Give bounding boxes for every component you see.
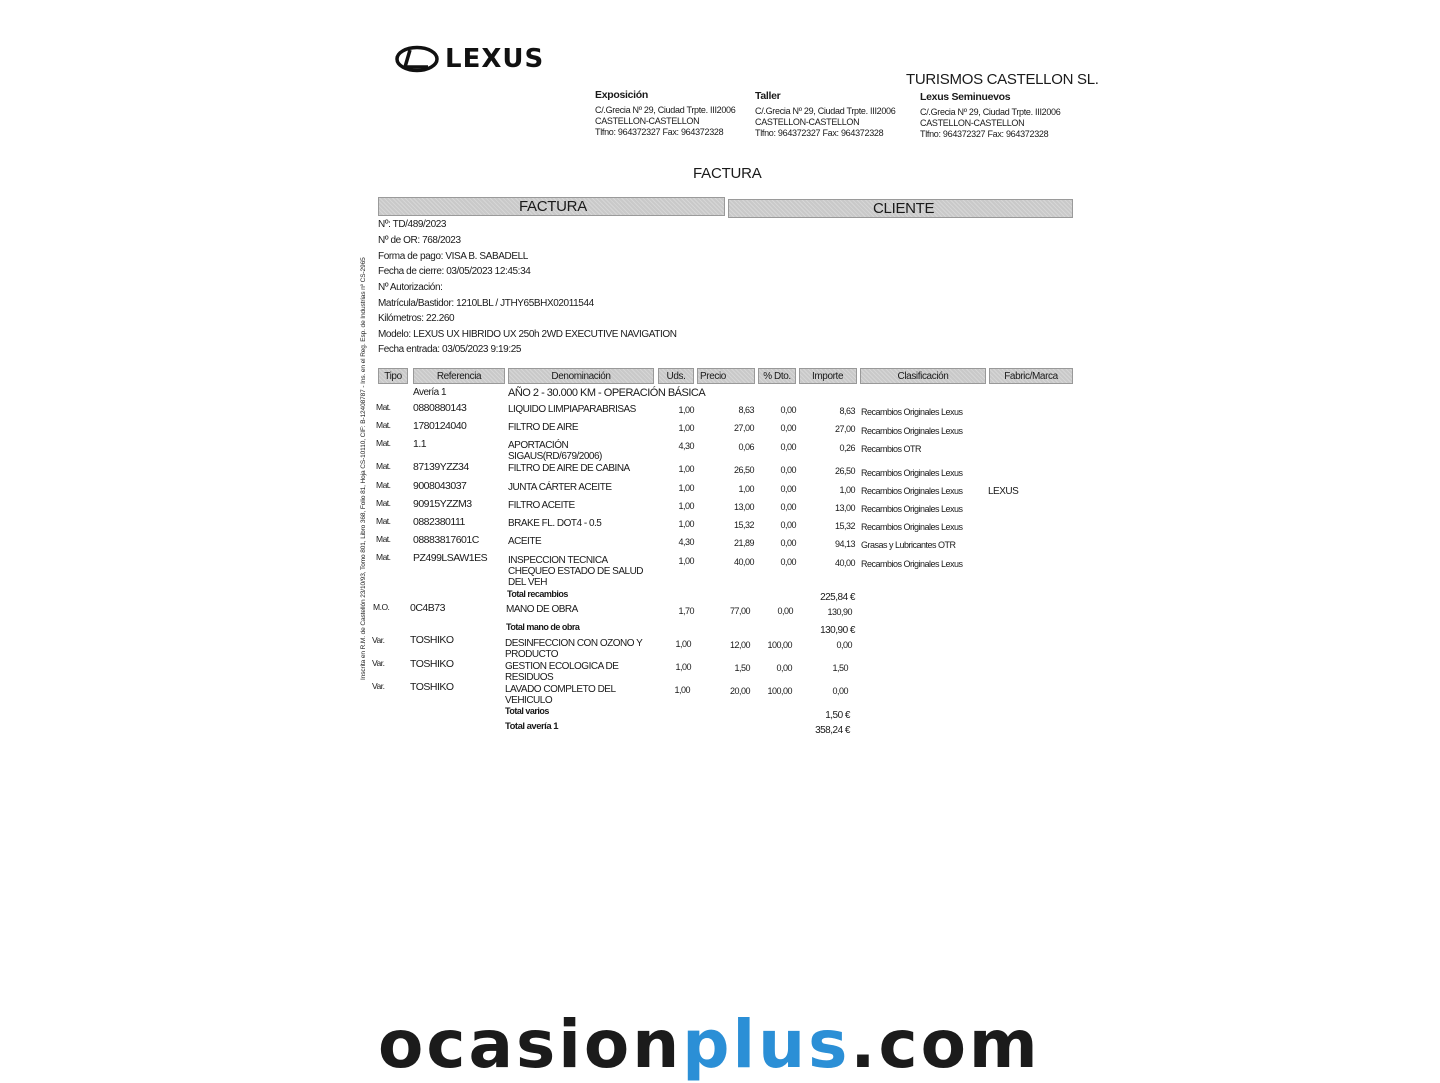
cell-importe: 27,00 [834,424,855,434]
address-title: Taller [755,90,781,102]
company-name: TURISMOS CASTELLON SL. [906,71,1099,88]
cell-importe: 40,00 [834,558,855,568]
cell-clasificacion: Recambios Originales Lexus [861,559,963,569]
cell-precio: 8,63 [738,405,754,415]
cell-precio: 40,00 [733,557,754,567]
cell-dto: 0,00 [780,423,796,433]
cell-uds: 1,00 [678,501,694,511]
cell-clasificacion: Recambios Originales Lexus [861,407,963,417]
total-mo-value: 130,90 € [820,625,855,636]
total-averia-label: Total avería 1 [505,721,559,732]
cell-clasificacion: Recambios Originales Lexus [861,522,963,532]
cell-dto: 0,00 [780,538,796,548]
cell-uds: 1,00 [678,423,694,433]
document-title: FACTURA [693,165,762,182]
col-header-referencia: Referencia [413,368,505,384]
address-line: C/.Grecia Nº 29, Ciudad Trpte. III2006 [755,106,896,116]
cell-uds: 1,00 [678,556,694,566]
cell-dto: 0,00 [777,606,793,616]
cell-uds: 1,00 [678,405,694,415]
cell-importe: 15,32 [834,521,855,531]
address-title: Exposición [595,89,649,101]
cell-ref: 90915YZZM3 [413,498,472,510]
cell-uds: 1,00 [675,662,691,672]
address-line: CASTELLON-CASTELLON [920,118,1025,128]
lexus-emblem-icon [395,45,439,73]
cell-ref: TOSHIKO [410,681,454,693]
cell-importe: 94,13 [834,539,855,549]
cell-tipo: Mat. [376,420,391,430]
cell-marca: LEXUS [988,486,1019,497]
col-header-clasificacion: Clasificación [860,368,986,384]
cell-den: ACEITE [508,536,542,547]
cell-tipo: Mat. [376,552,391,562]
cell-dto: 0,00 [780,484,796,494]
info-matricula: Matrícula/Bastidor: 1210LBL / JTHY65BHX02011544 [378,298,594,309]
cell-den: APORTACIÓN SIGAUS(RD/679/2006) [508,440,602,462]
cell-tipo: Mat. [376,402,391,412]
brand-part-com: .com [850,1006,1041,1083]
lexus-logo [395,44,544,74]
cell-importe: 1,00 [839,485,855,495]
cell-ref: PZ499LSAW1ES [413,552,488,564]
address-block-exposicion [595,90,735,138]
cell-dto: 0,00 [780,557,796,567]
cliente-band-label: CLIENTE [873,200,935,217]
info-modelo: Modelo: LEXUS UX HIBRIDO UX 250h 2WD EXECUTIVE NAVIGATION [378,329,677,340]
cell-clasificacion: Recambios Originales Lexus [861,426,963,436]
total-varios-label: Total varios [505,706,549,716]
cell-ref: 9008043037 [413,480,467,492]
averia-label: Avería 1 [413,387,447,398]
cell-den: INSPECCION TECNICA CHEQUEO ESTADO DE SALUD DEL VEH [508,555,644,588]
info-numero: Nº: TD/489/2023 [378,219,447,230]
cell-den: FILTRO DE AIRE [508,422,579,433]
cell-ref: 1780124040 [413,420,467,432]
total-mo-label: Total mano de obra [506,622,580,632]
ocasionplus-brand [378,1006,1041,1083]
total-recambios-label: Total recambios [507,589,568,599]
cell-ref: 0882380111 [413,516,465,528]
cell-tipo: Mat. [376,534,391,544]
cell-importe: 26,50 [834,466,855,476]
cell-importe: 0,00 [836,640,852,650]
cell-clasificacion: Recambios Originales Lexus [861,468,963,478]
address-line: Tlfno: 964372327 Fax: 964372328 [920,129,1049,139]
address-line: Tlfno: 964372327 Fax: 964372328 [755,128,884,138]
col-header-importe: Importe [799,368,857,384]
address-block-taller [755,91,895,139]
total-averia-value: 358,24 € [815,725,850,736]
cell-precio: 12,00 [729,640,750,650]
cell-uds: 4,30 [678,537,694,547]
cell-uds: 4,30 [678,441,694,451]
cell-tipo: Var. [372,658,385,668]
cell-uds: 1,00 [678,519,694,529]
cell-uds: 1,00 [678,483,694,493]
cell-tipo: Var. [372,635,385,645]
cell-den: JUNTA CÁRTER ACEITE [508,482,612,493]
cell-ref: 0880880143 [413,402,467,414]
cell-tipo: M.O. [373,602,390,612]
cell-den: GESTION ECOLOGICA DE RESIDUOS [505,661,619,683]
cell-ref: 87139YZZ34 [413,461,469,473]
cell-uds: 1,00 [675,639,691,649]
total-recambios-value: 225,84 € [820,592,855,603]
cell-ref: TOSHIKO [410,634,454,646]
cell-den: MANO DE OBRA [506,604,578,615]
col-header-denominacion: Denominación [508,368,654,384]
cell-precio: 20,00 [729,686,750,696]
cell-dto: 100,00 [767,640,792,650]
factura-band [378,197,725,216]
brand-part-plus: plus [682,1006,851,1083]
cell-importe: 1,50 [832,663,848,673]
brand-part-ocasion: ocasion [378,1006,683,1083]
cell-precio: 0,06 [738,442,754,452]
registration-text: Inscrita en R.M. de Castellón 23/10/93, Tomo 801, Libro 368, Folio 81, Hoja CS-10110, CIF: B-12408787 - Ins. en el Reg. Esp. de Industrias nº CS-2965 [360,257,367,680]
cell-importe: 0,26 [839,443,855,453]
col-header-uds: Uds. [658,368,694,384]
cell-dto: 0,00 [780,442,796,452]
info-autorizacion: Nº Autorización: [378,282,443,293]
cell-den: FILTRO ACEITE [508,500,575,511]
cell-clasificacion: Recambios Originales Lexus [861,486,963,496]
cell-clasificacion: Grasas y Lubricantes OTR [861,540,956,550]
factura-band-label: FACTURA [519,198,587,215]
total-varios-value: 1,50 € [825,710,850,721]
cell-dto: 0,00 [776,663,792,673]
cell-tipo: Mat. [376,438,391,448]
cell-tipo: Var. [372,681,385,691]
info-kilometros: Kilómetros: 22.260 [378,313,455,324]
address-title: Lexus Seminuevos [920,91,1011,103]
cell-dto: 100,00 [767,686,792,696]
cell-precio: 15,32 [733,520,754,530]
info-forma-pago: Forma de pago: VISA B. SABADELL [378,251,528,262]
cell-uds: 1,70 [678,606,694,616]
cell-ref: 08883817601C [413,534,479,546]
cell-dto: 0,00 [780,405,796,415]
cell-dto: 0,00 [780,502,796,512]
cell-ref: 0C4B73 [410,602,445,614]
cell-den: LAVADO COMPLETO DEL VEHICULO [505,684,616,706]
address-block-seminuevos [920,92,1060,140]
cell-dto: 0,00 [780,520,796,530]
cell-precio: 1,50 [734,663,750,673]
cell-precio: 1,00 [738,484,754,494]
cell-uds: 1,00 [678,464,694,474]
address-line: Tlfno: 964372327 Fax: 964372328 [595,127,724,137]
cell-den: BRAKE FL. DOT4 - 0.5 [508,518,602,529]
cell-den: FILTRO DE AIRE DE CABINA [508,463,630,474]
col-header-precio: Precio [697,368,755,384]
col-header-tipo: Tipo [378,368,408,384]
cell-den: LIQUIDO LIMPIAPARABRISAS [508,404,636,415]
logo-text: LEXUS [445,44,545,74]
cell-uds: 1,00 [674,685,690,695]
cell-precio: 77,00 [729,606,750,616]
cell-importe: 130,90 [827,607,852,617]
address-line: CASTELLON-CASTELLON [755,117,860,127]
address-line: C/.Grecia Nº 29, Ciudad Trpte. III2006 [920,107,1061,117]
cell-tipo: Mat. [376,516,391,526]
cell-dto: 0,00 [780,465,796,475]
info-or: Nº de OR: 768/2023 [378,235,461,246]
cell-tipo: Mat. [376,461,391,471]
cell-precio: 27,00 [733,423,754,433]
cell-tipo: Mat. [376,498,391,508]
address-line: CASTELLON-CASTELLON [595,116,700,126]
cell-ref: TOSHIKO [410,658,454,670]
cell-clasificacion: Recambios OTR [861,444,922,454]
cell-precio: 13,00 [733,502,754,512]
info-fecha-cierre: Fecha de cierre: 03/05/2023 12:45:34 [378,266,531,277]
col-header-dto: % Dto. [758,368,796,384]
averia-title: AÑO 2 - 30.000 KM - OPERACIÓN BÁSICA [508,387,706,399]
cell-importe: 0,00 [832,686,848,696]
cell-precio: 21,89 [733,538,754,548]
cliente-band [728,199,1073,218]
cell-ref: 1.1 [413,438,427,450]
cell-importe: 8,63 [839,406,855,416]
cell-tipo: Mat. [376,480,391,490]
cell-den: DESINFECCION CON OZONO Y PRODUCTO [505,638,643,660]
cell-precio: 26,50 [733,465,754,475]
cell-clasificacion: Recambios Originales Lexus [861,504,963,514]
info-fecha-entrada: Fecha entrada: 03/05/2023 9:19:25 [378,344,522,355]
cell-importe: 13,00 [834,503,855,513]
col-header-marca: Fabric/Marca [989,368,1073,384]
address-line: C/.Grecia Nº 29, Ciudad Trpte. III2006 [595,105,736,115]
